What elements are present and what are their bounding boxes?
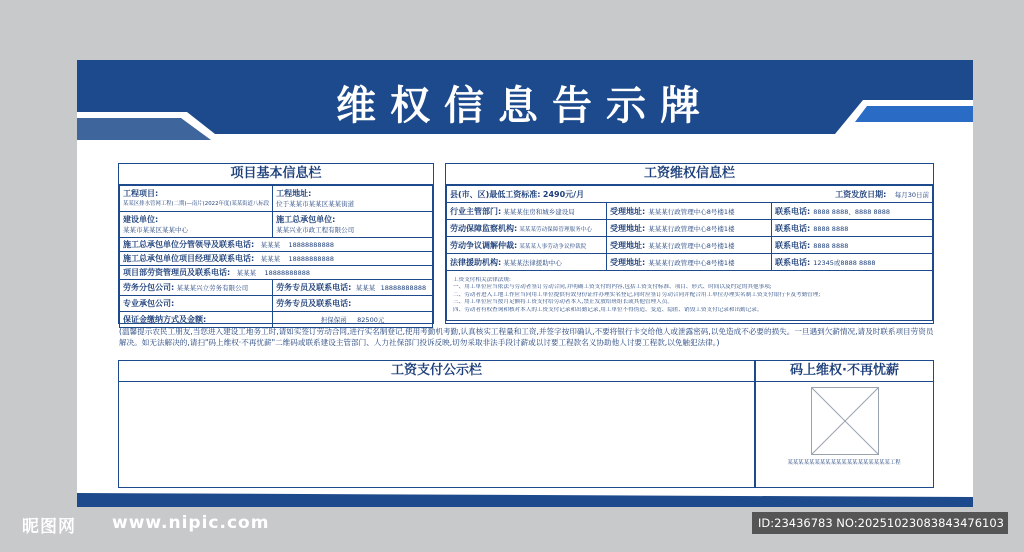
law-section (447, 271, 933, 321)
pm-name: 某某某 (260, 255, 281, 263)
min-wage-label: 县(市、区)最低工资标准: (450, 189, 541, 199)
arbitration-phone-label: 联系电话: (775, 240, 811, 250)
agency-address: 某某某行政管理中心8号楼1楼 (648, 207, 735, 216)
qr-caption: 某某某某某某某某某某某某某某某某某某某工程 (787, 460, 901, 466)
pm-label: 施工总承包单位项目经理及联系电话: (123, 254, 255, 263)
special-sub-label: 专业承包公司: (123, 299, 175, 308)
arbitration-phone: 8888 8888 (813, 241, 849, 250)
project-address-cell (273, 186, 433, 212)
labor-manager-label: 项目部劳资管理员及联系电话: (123, 268, 231, 277)
inspection-row (447, 220, 933, 237)
agency-value: 某某某住房和城乡建设局 (503, 207, 575, 216)
legal-aid-cell (447, 254, 607, 271)
leader-name: 某某某 (260, 241, 281, 249)
legal-aid-phone-cell (772, 254, 933, 271)
inspection-address: 某某某行政管理中心8号楼1楼 (648, 224, 735, 233)
legal-aid-label: 法律援助机构: (450, 257, 502, 267)
legal-aid-address: 某某某行政管理中心8号楼1楼 (648, 258, 735, 267)
inspection-address-label: 受理地址: (610, 223, 646, 233)
special-officer-label: 劳务专员及联系电话: (276, 299, 352, 308)
min-wage-value: 2490元/月 (542, 189, 585, 199)
agency-phone-cell (772, 203, 933, 220)
project-info-table (119, 185, 433, 328)
pm-phone: 18888888888 (288, 255, 334, 263)
project-name-cell (120, 186, 273, 212)
inspection-label: 劳动保障监察机构: (450, 223, 518, 233)
agency-phone: 8888 8888、8888 8888 (813, 207, 891, 216)
project-name-value: 某某区排水管网工程(二期)—南片(2022年度)某某街道八标段 (123, 200, 270, 207)
project-info-panel (118, 163, 434, 324)
legal-aid-address-cell (607, 254, 772, 271)
leader-phone: 18888888888 (288, 241, 334, 249)
wage-payment-title: 工资支付公示栏 (119, 361, 754, 382)
labor-officer-phone: 18888888888 (380, 284, 427, 292)
inspection-phone-cell (772, 220, 933, 237)
law-title: 工资支付相关法律法规: (453, 276, 511, 283)
pm-row (120, 252, 433, 266)
deposit-label: 保证金缴纳方式及金额: (123, 315, 207, 324)
inspection-phone-label: 联系电话: (775, 223, 811, 233)
legal-aid-row (447, 254, 933, 271)
special-officer-cell (273, 296, 433, 312)
qr-panel (755, 360, 934, 488)
wage-rights-panel (445, 163, 934, 324)
inspection-phone: 8888 8888 (813, 224, 849, 233)
project-address-value: 位于某某市某某区某某街道 (276, 199, 355, 208)
labor-officer-label: 劳务专员及联系电话: (276, 283, 352, 292)
builder-label: 建设单位: (123, 214, 159, 224)
deposit-amount: 82500元 (357, 316, 385, 324)
board-title: 维权信息告示牌 (336, 83, 714, 129)
agency-address-cell (607, 203, 772, 220)
inspection-value: 某某某劳动保障管理服务中心 (519, 226, 592, 233)
qr-title: 码上维权·不再忧薪 (756, 361, 933, 382)
labor-manager-name: 某某某 (236, 269, 257, 277)
project-info-title: 项目基本信息栏 (119, 164, 433, 185)
legal-aid-phone-label: 联系电话: (775, 257, 811, 267)
builder-value: 某某市某某区某某中心 (123, 225, 188, 234)
arbitration-address: 某某某行政管理中心8号楼1楼 (648, 241, 735, 250)
labor-officer-name: 某某某 (355, 284, 376, 292)
pay-date-label: 工资发放日期: (835, 189, 887, 199)
leader-label: 施工总承包单位分管领导及联系电话: (123, 240, 255, 249)
project-address-label: 工程地址: (276, 188, 312, 198)
builder-cell (120, 212, 273, 238)
law-item: 三、用工单位应当按月足额将工资支付给劳动者本人,禁止发放给班组长或其他管理人员。 (453, 299, 673, 306)
arbitration-address-label: 受理地址: (610, 240, 646, 250)
law-item: 一、用工单位应当依法与劳动者签订劳动合同,并明确工资支付的内容,包括工资支付标准、项目、形式、时间以及约定的其他事项; (453, 284, 772, 291)
labor-manager-row (120, 266, 433, 280)
agency-row (447, 203, 933, 220)
bottom-band (77, 493, 973, 507)
wage-rights-title: 工资维权信息栏 (446, 164, 933, 185)
labor-sub-value: 某某某兴立劳务有限公司 (176, 284, 249, 292)
labor-sub-cell (120, 280, 273, 296)
agency-label: 行业主管部门: (450, 206, 502, 216)
deposit-value: 担保保函 (320, 316, 347, 324)
arbitration-value: 某某某人事劳动争议仲裁院 (519, 243, 587, 250)
legal-aid-value: 某某某法律援助中心 (503, 258, 562, 267)
labor-officer-cell (273, 280, 433, 296)
contractor-cell (273, 212, 433, 238)
agency-phone-label: 联系电话: (775, 206, 811, 216)
arbitration-label: 劳动争议调解仲裁: (450, 240, 518, 250)
inspection-cell (447, 220, 607, 237)
arbitration-phone-cell (772, 237, 933, 254)
watermark-id: ID:23436783 NO:20251023083843476103 (752, 512, 1008, 534)
labor-manager-phone: 18888888888 (264, 269, 310, 277)
leader-row (120, 238, 433, 252)
law-item: 二、劳动者进入工地工作应当向用工单位提供有效身份证件办理实名登记,同时应签订劳动合同并配合用工单位办理实名制工资支付银行卡及考勤管理; (453, 291, 821, 298)
watermark-site-name: 昵图网 (22, 517, 76, 537)
wage-payment-panel (118, 360, 755, 488)
special-sub-cell (120, 296, 273, 312)
legal-aid-phone: 12345或8888 8888 (813, 258, 876, 267)
agency-cell (447, 203, 607, 220)
labor-sub-label: 劳务分包公司: (123, 283, 175, 292)
arbitration-address-cell (607, 237, 772, 254)
warm-notice: (温馨提示农民工朋友,当您进入建设工地务工时,请如实签订劳动合同,进行实名制登记,使用考勤机考勤,认真核实工程量和工资,并签字按印确认,不要将银行卡交给他人或泄露密码,以免造成不必要的损失。一旦遇到欠薪情况,请及时联系项目劳资员解决。如无法解决的,请扫"码上维权·不再忧薪"二维码或联系建设主管部门、人力社保部门投诉反映,切勿采取非法手段讨薪或以讨要工程款名义协助他人讨要工程款,以免触犯法律。) (119, 327, 934, 347)
min-wage-row (447, 186, 933, 203)
arbitration-row (447, 237, 933, 254)
qr-placeholder-icon (811, 387, 879, 455)
project-name-label: 工程项目: (123, 188, 159, 198)
legal-aid-address-label: 受理地址: (610, 257, 646, 267)
arbitration-cell (447, 237, 607, 254)
contractor-value: 某某兴业市政工程有限公司 (276, 225, 355, 234)
wage-rights-table (446, 185, 933, 321)
law-item: 四、劳动者有权查询和核对本人的工资支付记录和出勤记录,用工单位不得伪造、变造、隐匿、销毁工资支付记录和出勤记录。 (453, 306, 763, 313)
watermark-url: www.nipic.com (112, 513, 270, 533)
pay-date-value: 每月30日前 (894, 190, 929, 199)
agency-address-label: 受理地址: (610, 206, 646, 216)
inspection-address-cell (607, 220, 772, 237)
contractor-label: 施工总承包单位: (276, 214, 336, 224)
